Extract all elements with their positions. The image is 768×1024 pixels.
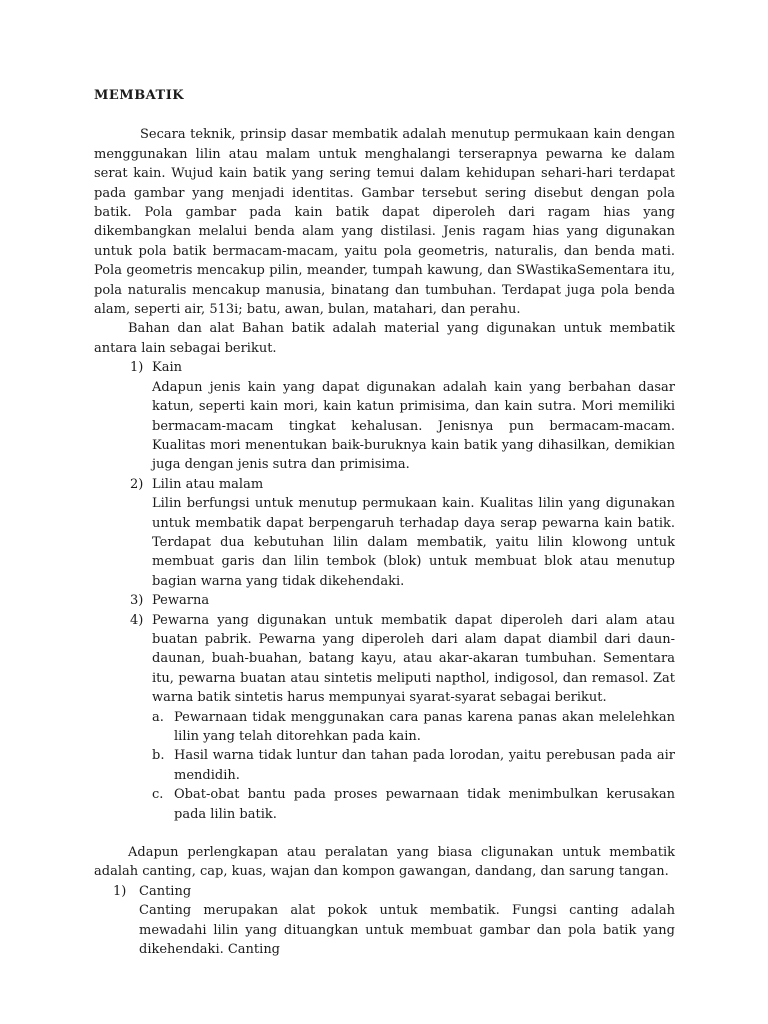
list-letter: a.	[152, 709, 164, 725]
list-item	[94, 746, 675, 785]
list-item-label: Pewarna yang digunakan untuk membatik dapat diperoleh dari alam atau buatan pabrik. Pewarna yang diperoleh dari alam dapat diambil dari daun-daunan, buah-buahan, batang kayu, atau akar-akaran tumbuhan. Sementara itu, pewarna buatan atau sintetis meliputi napthol, indigosol, dan remasol. Zat warna batik sintetis harus mempunyai syarat-syarat sebagai berikut.	[152, 612, 675, 706]
list-item-label: Lilin atau malam	[152, 476, 264, 492]
list-item-text: Pewarnaan tidak menggunakan cara panas karena panas akan melelehkan lilin yang telah ditorehkan pada kain.	[174, 709, 675, 744]
list-item-label: Canting	[139, 883, 192, 899]
list-item-text: Canting merupakan alat pokok untuk membatik. Fungsi canting adalah mewadahi lilin yang dituangkan untuk membuat gambar dan pola batik yang dikehendaki. Canting	[139, 903, 675, 958]
list-item	[94, 611, 675, 708]
spacer	[94, 824, 675, 843]
requirements-list	[94, 708, 675, 824]
list-item	[94, 785, 675, 824]
list-number: 4)	[130, 612, 144, 628]
list-number: 3)	[130, 593, 144, 609]
materials-intro-paragraph: Bahan dan alat Bahan batik adalah material yang digunakan untuk membatik antara lain sebagai berikut.	[94, 321, 675, 356]
page-title: MEMBATIK	[94, 88, 185, 103]
tools-intro-paragraph: Adapun perlengkapan atau peralatan yang biasa cligunakan untuk membatik adalah canting, cap, kuas, wajan dan kompon gawangan, dandang, dan sarung tangan.	[94, 845, 675, 880]
list-item-text: Obat-obat bantu pada proses pewarnaan tidak menimbulkan kerusakan pada lilin batik.	[174, 787, 675, 822]
list-number: 2)	[130, 476, 144, 492]
materials-list	[94, 358, 675, 707]
list-item	[94, 882, 675, 960]
list-item-label: Kain	[152, 360, 182, 376]
list-item-text: Lilin berfungsi untuk menutup permukaan kain. Kualitas lilin yang digunakan untuk membatik dapat berpengaruh terhadap daya serap pewarna kain batik. Terdapat dua kebutuhan lilin dalam membatik, yaitu lilin klowong untuk membuat garis dan lilin tembok (blok) untuk membuat blok atau menutup bagian warna yang tidak dikehendaki.	[152, 496, 675, 589]
list-item	[94, 358, 675, 474]
list-item-text: Hasil warna tidak luntur dan tahan pada lorodan, yaitu perebusan pada air mendidih.	[174, 748, 675, 783]
list-item	[94, 591, 675, 610]
list-letter: c.	[152, 787, 164, 803]
list-item-label: Pewarna	[152, 593, 210, 609]
list-number: 1)	[130, 360, 144, 376]
list-item	[94, 708, 675, 747]
intro-paragraph: Secara teknik, prinsip dasar membatik adalah menutup permukaan kain dengan menggunakan lilin atau malam untuk menghalangi terserapnya pewarna ke dalam serat kain. Wujud kain batik yang sering temui dalam kehidupan sehari-hari terdapat pada gambar yang menjadi identitas. Gambar tersebut sering disebut dengan pola batik. Pola gambar pada kain batik dapat diperoleh dari ragam hias yang dikembangkan melalui benda alam yang distilasi. Jenis ragam hias yang digunakan untuk pola batik bermacam-macam, yaitu pola geometris, naturalis, dan benda mati. Pola geometris mencakup pilin, meander, tumpah kawung, dan SWastikaSementara itu, pola naturalis mencakup manusia, binatang dan tumbuhan. Terdapat juga pola benda alam, seperti air, 513i; batu, awan, bulan, matahari, dan perahu.	[94, 127, 675, 318]
list-letter: b.	[152, 748, 165, 764]
list-item	[94, 475, 675, 591]
list-number: 1)	[113, 883, 127, 899]
tools-list	[94, 882, 675, 960]
list-item-text: Adapun jenis kain yang dapat digunakan adalah kain yang berbahan dasar katun, seperti kain mori, kain katun primisima, dan kain sutra. Mori memiliki bermacam-macam tingkat kehalusan. Jenisnya pun bermacam-macam. Kualitas mori menentukan baik-buruknya kain batik yang dihasilkan, demikian juga dengan jenis sutra dan primisima.	[152, 379, 675, 473]
document-page	[94, 86, 675, 959]
